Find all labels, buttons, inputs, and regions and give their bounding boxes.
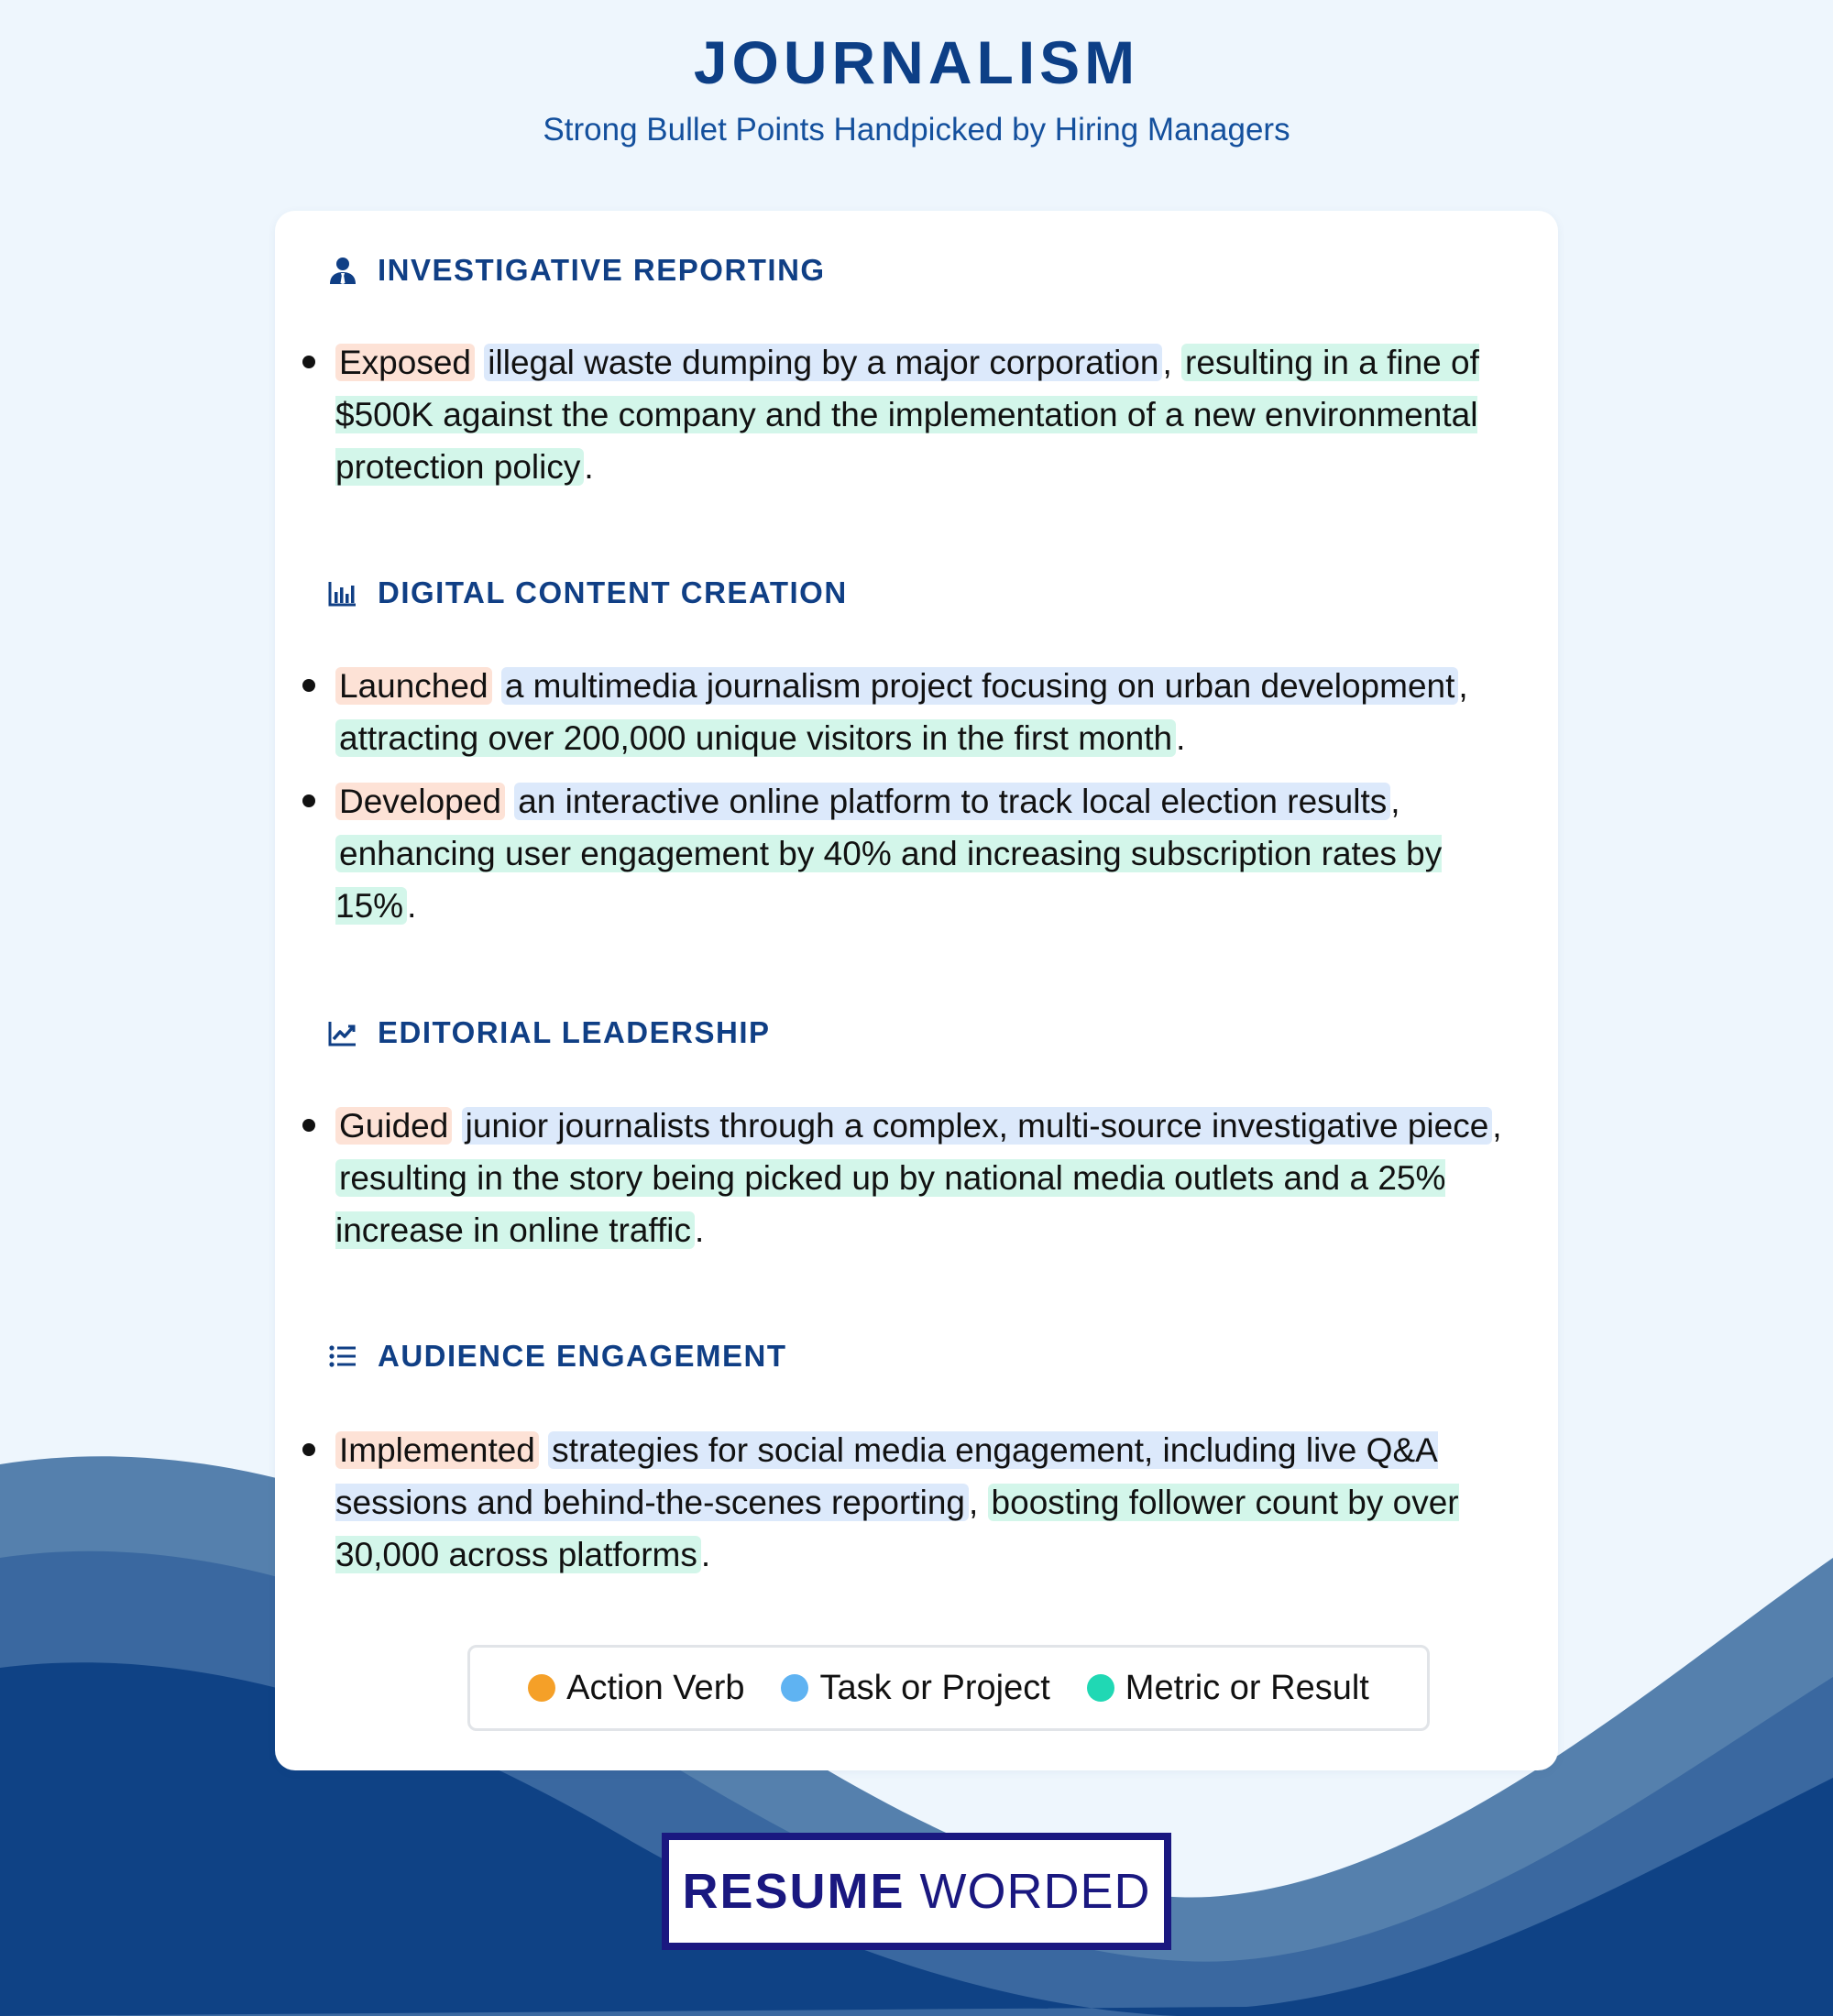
separator: , [968,1484,979,1521]
list-icon [328,1342,357,1371]
resume-worded-logo[interactable] [662,1833,1171,1950]
bullet-points-card [275,211,1558,1770]
bullet-item [302,1424,1531,1581]
page-subtitle: Strong Bullet Points Handpicked by Hiring Managers [543,112,1290,148]
bullet-dot [302,1443,315,1456]
end-punct: . [407,887,417,925]
legend-label: Action Verb [566,1668,745,1707]
section-audience-engagement [328,1333,787,1379]
section-investigative-reporting [328,247,826,293]
legend-item-action [528,1669,744,1708]
task-phrase: strategies for social media engagement, including live Q&A sessions and behind-the-scenes reporting [335,1431,1438,1521]
section-title: AUDIENCE ENGAGEMENT [378,1339,787,1373]
action-verb: Launched [335,667,492,705]
end-punct: . [700,1536,711,1573]
legend-item-metric [1087,1669,1369,1708]
metric-phrase: attracting over 200,000 unique visitors in the first month [335,719,1176,757]
action-verb: Implemented [335,1431,539,1469]
bullet-item [302,660,1531,764]
bullet-dot [302,679,315,692]
logo-light-text: WORDED [919,1864,1151,1919]
section-title: INVESTIGATIVE REPORTING [378,253,826,287]
metric-phrase: resulting in a fine of $500K against the company and the implementation of a new environmental protection policy [335,344,1479,486]
section-editorial-leadership [328,1010,771,1056]
separator: , [1390,783,1400,820]
bullet-item [302,336,1531,493]
bullet-item [302,1100,1531,1256]
legend-label: Metric or Result [1125,1668,1369,1707]
section-digital-content-creation [328,570,848,616]
task-phrase: an interactive online platform to track local election results [514,783,1390,820]
section-title: EDITORIAL LEADERSHIP [378,1015,771,1049]
task-phrase: a multimedia journalism project focusing on urban development [501,667,1459,705]
legend-dot-metric [1087,1674,1114,1702]
task-phrase: illegal waste dumping by a major corporation [484,344,1162,381]
metric-phrase: boosting follower count by over 30,000 across platforms [335,1484,1459,1573]
metric-phrase: enhancing user engagement by 40% and increasing subscription rates by 15% [335,835,1443,925]
trend-chart-icon [328,1018,357,1047]
bullet-item [302,775,1531,932]
separator: , [1492,1107,1502,1145]
bar-chart-icon [328,578,357,608]
end-punct: . [1176,719,1186,757]
bullet-dot [302,794,315,807]
bullet-dot [302,1119,315,1132]
highlight-legend [467,1645,1430,1731]
end-punct: . [584,448,594,486]
section-title: DIGITAL CONTENT CREATION [378,575,848,609]
separator: , [1162,344,1172,381]
legend-label: Task or Project [819,1668,1050,1707]
legend-item-task [781,1669,1049,1708]
metric-phrase: resulting in the story being picked up by national media outlets and a 25% increase in online traffic [335,1159,1446,1249]
separator: , [1458,667,1468,705]
end-punct: . [695,1211,705,1249]
legend-dot-action [528,1674,555,1702]
action-verb: Exposed [335,344,475,381]
bullet-dot [302,356,315,368]
action-verb: Guided [335,1107,452,1145]
legend-dot-task [781,1674,808,1702]
task-phrase: junior journalists through a complex, multi-source investigative piece [462,1107,1493,1145]
logo-strong-text: RESUME [682,1864,906,1919]
user-tie-icon [328,256,357,285]
action-verb: Developed [335,783,505,820]
page-title: JOURNALISM [693,28,1140,96]
